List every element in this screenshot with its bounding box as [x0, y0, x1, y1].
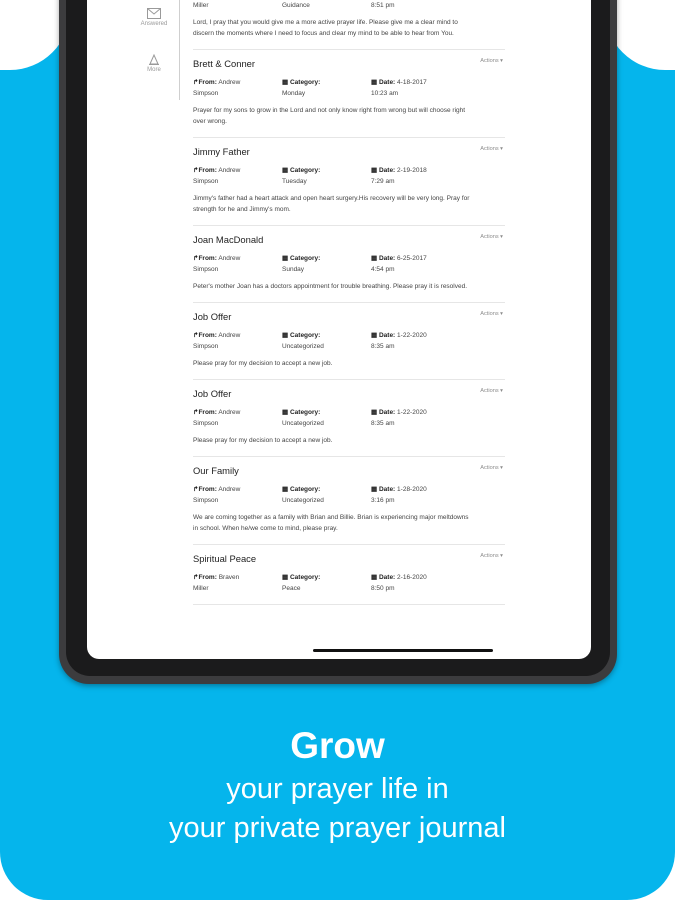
from-name-last: Simpson [193, 90, 219, 97]
from-name-last: Simpson [193, 497, 219, 504]
prayer-entry[interactable] [193, 226, 505, 303]
entry-meta [193, 330, 505, 352]
calendar-icon: ▦ [371, 255, 378, 262]
from-label: From: [198, 574, 217, 581]
envelope-icon [147, 8, 161, 19]
entry-title: Jimmy Father [193, 146, 250, 157]
from-column [193, 572, 239, 594]
calendar-icon: ▦ [371, 332, 378, 339]
time-value: 7:29 am [371, 178, 395, 185]
category-label: Category: [289, 486, 321, 493]
from-column [193, 407, 240, 429]
entry-description: Peter's mother Joan has a doctors appointment for trouble breathing. Please pray it is resolved. [193, 283, 468, 290]
actions-dropdown[interactable]: Actions ▾ [480, 311, 503, 317]
time-value: 4:54 pm [371, 266, 395, 273]
date-column [371, 77, 427, 99]
entry-meta [193, 77, 505, 99]
from-name-last: Miller [193, 2, 209, 9]
entry-meta [193, 0, 505, 11]
from-label: From: [198, 167, 217, 174]
category-value: Uncategorized [282, 497, 324, 504]
entry-description: Jimmy's father had a heart attack and open heart surgery.His recovery will be very long. Pray for strength for he and Jimmy's mom. [193, 195, 470, 213]
caption-line-2: your private prayer journal [169, 812, 506, 844]
category-column [282, 407, 324, 429]
from-name-first: Andrew [218, 409, 241, 416]
entry-title: Job Offer [193, 311, 232, 322]
prayer-entry[interactable] [193, 0, 505, 50]
entry-meta [193, 407, 505, 429]
entry-description: Prayer for my sons to grow in the Lord and not only know right from wrong but will choose right over wrong. [193, 107, 466, 125]
time-value: 8:35 am [371, 420, 395, 427]
actions-dropdown[interactable]: Actions ▾ [480, 146, 503, 152]
date-label: Date: [378, 486, 396, 493]
prayer-entry[interactable] [193, 545, 505, 605]
entry-description: Please pray for my decision to accept a new job. [193, 437, 333, 444]
share-icon: ↱ [193, 486, 199, 493]
category-value: Tuesday [282, 178, 307, 185]
caption-line-1: your prayer life in [226, 773, 449, 805]
home-indicator[interactable] [313, 649, 493, 652]
entry-title: Job Offer [193, 388, 232, 399]
prayer-entry[interactable] [193, 457, 505, 545]
prayer-entry[interactable] [193, 50, 505, 138]
entry-meta [193, 484, 505, 506]
entry-description: Lord, I pray that you would give me a more active prayer life. Please give me a clear mind to discern the moments where I need to focus and clear my mind to be able to hear from You. [193, 19, 458, 37]
from-column [193, 330, 240, 352]
actions-dropdown[interactable]: Actions ▾ [480, 58, 503, 64]
caption-title: Grow [290, 725, 385, 766]
from-name-first: Braven [218, 574, 240, 581]
from-label: From: [198, 409, 217, 416]
category-column [282, 330, 324, 352]
category-column [282, 253, 320, 275]
from-name-first: Andrew [218, 332, 241, 339]
entry-meta [193, 253, 505, 275]
date-column [371, 484, 427, 506]
date-column [371, 330, 427, 352]
date-value: 2-16-2020 [397, 574, 427, 581]
share-icon: ↱ [193, 167, 199, 174]
share-icon: ↱ [193, 574, 199, 581]
from-name-first: Andrew [218, 486, 241, 493]
from-column [193, 165, 240, 187]
entry-title: Joan MacDonald [193, 234, 264, 245]
category-column [282, 77, 320, 99]
from-name-first: Andrew [218, 79, 241, 86]
date-label: Date: [378, 255, 396, 262]
from-column [193, 77, 240, 99]
from-name-last: Miller [193, 585, 209, 592]
date-label: Date: [378, 79, 396, 86]
category-value: Uncategorized [282, 420, 324, 427]
category-label: Category: [289, 574, 321, 581]
date-column [371, 0, 427, 11]
sidebar [87, 0, 180, 100]
calendar-icon: ▦ [282, 574, 289, 581]
time-value: 8:50 pm [371, 585, 395, 592]
from-name-last: Simpson [193, 420, 219, 427]
prayer-entry[interactable] [193, 138, 505, 226]
sidebar-item-label: More [147, 67, 161, 73]
category-column [282, 484, 324, 506]
from-column [193, 253, 240, 275]
calendar-icon: ▦ [371, 486, 378, 493]
date-label: Date: [378, 332, 396, 339]
from-label: From: [198, 255, 217, 262]
date-label: Date: [378, 574, 396, 581]
category-label: Category: [289, 255, 321, 262]
from-name-last: Simpson [193, 178, 219, 185]
prayer-entry[interactable] [193, 380, 505, 457]
calendar-icon: ▦ [371, 79, 378, 86]
date-column [371, 253, 427, 275]
entry-title: Our Family [193, 465, 239, 476]
date-value: 1-22-2020 [397, 332, 427, 339]
from-name-last: Simpson [193, 343, 219, 350]
category-value: Guidance [282, 2, 310, 9]
entry-meta [193, 165, 505, 187]
from-column [193, 0, 239, 11]
from-label: From: [198, 79, 217, 86]
date-column [371, 165, 427, 187]
entry-description: Please pray for my decision to accept a new job. [193, 360, 333, 367]
calendar-icon: ▦ [282, 332, 289, 339]
date-value: 1-22-2020 [397, 409, 427, 416]
date-label: Date: [378, 167, 396, 174]
category-value: Monday [282, 90, 306, 97]
date-value: 4-18-2017 [397, 79, 427, 86]
date-value: 1-28-2020 [397, 486, 427, 493]
date-value: 6-25-2017 [397, 255, 427, 262]
calendar-icon: ▦ [282, 79, 289, 86]
category-value: Uncategorized [282, 343, 324, 350]
category-column [282, 0, 320, 11]
actions-dropdown[interactable]: Actions ▾ [480, 465, 503, 471]
calendar-icon: ▦ [371, 409, 378, 416]
actions-dropdown[interactable]: Actions ▾ [480, 388, 503, 394]
prayer-list [193, 0, 505, 605]
share-icon: ↱ [193, 409, 199, 416]
category-label: Category: [289, 409, 321, 416]
calendar-icon: ▦ [282, 409, 289, 416]
time-value: 8:35 am [371, 343, 395, 350]
category-column [282, 165, 320, 187]
category-value: Sunday [282, 266, 305, 273]
actions-dropdown[interactable]: Actions ▾ [480, 553, 503, 559]
calendar-icon: ▦ [282, 486, 289, 493]
category-value: Peace [282, 585, 301, 592]
app-screen [87, 0, 591, 659]
from-label: From: [198, 486, 217, 493]
from-name-first: Andrew [218, 167, 241, 174]
entry-description: We are coming together as a family with Brian and Billie. Brian is experiencing major meltdowns in school. When he/we come to mind, please pray. [193, 514, 469, 532]
time-value: 3:16 pm [371, 497, 395, 504]
from-label: From: [198, 332, 217, 339]
category-label: Category: [289, 79, 321, 86]
from-name-last: Simpson [193, 266, 219, 273]
time-value: 8:51 pm [371, 2, 395, 9]
date-column [371, 572, 427, 594]
share-icon: ↱ [193, 79, 199, 86]
calendar-icon: ▦ [282, 255, 289, 262]
entry-title: Brett & Conner [193, 58, 256, 69]
sidebar-item-more[interactable] [137, 54, 171, 73]
prayer-entry[interactable] [193, 303, 505, 380]
time-value: 10:23 am [371, 90, 399, 97]
share-icon: ↱ [193, 255, 199, 262]
sidebar-item-label: Answered [140, 21, 168, 27]
sidebar-item-answered[interactable] [137, 8, 171, 27]
entry-meta [193, 572, 505, 594]
actions-dropdown[interactable]: Actions ▾ [480, 234, 503, 240]
calendar-icon: ▦ [371, 574, 378, 581]
category-column [282, 572, 320, 594]
entry-title: Spiritual Peace [193, 553, 257, 564]
share-icon: ↱ [193, 332, 199, 339]
calendar-icon: ▦ [371, 167, 378, 174]
calendar-icon: ▦ [282, 167, 289, 174]
category-label: Category: [289, 332, 321, 339]
date-value: 2-19-2018 [397, 167, 427, 174]
more-icon [148, 54, 160, 65]
sidebar-divider [179, 0, 180, 100]
category-label: Category: [289, 167, 321, 174]
date-label: Date: [378, 409, 396, 416]
from-column [193, 484, 240, 506]
date-column [371, 407, 427, 429]
from-name-first: Andrew [218, 255, 241, 262]
